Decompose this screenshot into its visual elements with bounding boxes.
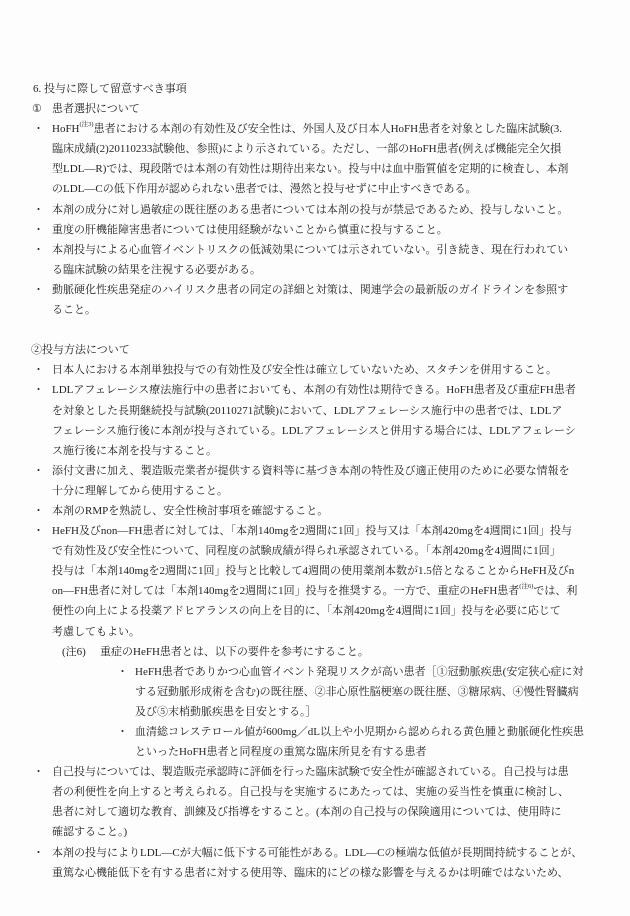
bullet-marker: ・ (33, 223, 44, 236)
subsection-heading (0, 340, 630, 360)
bullet-item (0, 380, 630, 460)
line-text: 血清総コレステロール値が600mg／dL以上や小児期から認められる黄色腫と動脈硬化性疾患 (135, 726, 585, 738)
text-line (0, 240, 630, 260)
text-line (0, 300, 630, 320)
bullet-marker: ・ (33, 846, 44, 859)
line-text: on―FH患者に対しては「本剤140mgを2週間に1回」投与を推奨する。一方で、重症のHeFH患者$^{(注6)}$では、利 (52, 583, 578, 598)
text-line (0, 401, 630, 421)
line-text: 患者に対して適切な教育、訓練及び指導をすること。(本剤の自己投与の保険適用については、使用時に (52, 806, 562, 819)
line-text: 重篤な心機能低下を有する患者に対する使用等、臨床的にどの様な影響を与えるかは明確ではないため、 (52, 866, 569, 879)
item-marker: ① (32, 103, 42, 116)
text-line (0, 762, 630, 782)
bullet-item (0, 220, 630, 240)
text-line (0, 441, 630, 461)
note-item (0, 642, 630, 662)
line-text: を対象とした長期継続投与試験(20110271試験)において、LDLアフェレーシス施行中の患者では、LDLア (52, 404, 563, 417)
text-line (0, 320, 630, 340)
bullet-marker: ・ (33, 243, 44, 256)
text-line (0, 280, 630, 300)
bullet-marker: ・ (33, 203, 44, 216)
text-line (0, 662, 630, 682)
line-text: 確認すること。) (52, 826, 128, 839)
bullet-item (0, 200, 630, 220)
sub-bullet-item (0, 662, 630, 722)
text-line (0, 622, 630, 642)
text-line (0, 139, 630, 159)
line-text: ること。 (52, 304, 96, 317)
text-line (0, 722, 630, 742)
line-text: 者の利便性を向上すると考えられる。自己投与を実施するにあたっては、実施の妥当性を慎重に検討し、 (52, 786, 569, 799)
bullet-item (0, 119, 630, 199)
text-line (0, 702, 630, 722)
line-text: 本剤のRMPを熟読し、安全性検討事項を確認すること。 (52, 504, 329, 517)
line-text: る臨床試験の結果を注視する必要がある。 (52, 263, 261, 276)
line-text: する冠動脈形成術を含む)の既往歴、②非心原性脳梗塞の既往歴、③糖尿病、④慢性腎臓病 (135, 685, 579, 698)
line-text: 本剤投与による心血管イベントリスクの低減効果については示されていない。引き続き、現在行われてい (52, 243, 569, 256)
footnote-ref: (注6) (519, 583, 534, 591)
line-text: HoFH$^{(注3)}$患者における本剤の有効性及び安全性は、外国人及び日本人HoFH患者を対象とした臨床試験(3. (52, 121, 563, 136)
text-line (0, 200, 630, 220)
bullet-marker: ・ (33, 766, 44, 779)
text-line (0, 642, 630, 662)
text-line (0, 461, 630, 481)
line-text: 型LDL―R)では、現段階では本剤の有効性は期待出来ない。投与中は血中脂質値を定期的に検査し、本剤 (52, 163, 569, 176)
text-line (0, 822, 630, 842)
line-text: 添付文書に加え、製造販売業者が提供する資料等に基づき本剤の特性及び適正使用のために必要な情報を (52, 464, 570, 477)
bullet-marker: ・ (33, 504, 44, 517)
line-text: 本剤の成分に対し過敏症の既往歴のある患者については本剤の投与が禁忌であるため、投与しないこと。 (52, 203, 569, 216)
text-line (0, 521, 630, 541)
line-text: 十分に理解してから使用すること。 (52, 484, 228, 497)
bullet-marker: ・ (33, 364, 44, 377)
footnote-ref: (注3) (79, 121, 94, 129)
text-line (0, 380, 630, 400)
bullet-marker: ・ (33, 525, 44, 538)
line-text: 投与は「本剤140mgを2週間に1回」投与と比較して4週間の使用薬剤本数が1.5倍となることからHeFH及びn (52, 565, 575, 578)
bullet-marker: ・ (33, 384, 44, 397)
bullet-marker: ・ (33, 464, 44, 477)
sub-bullet-item (0, 722, 630, 762)
line-text: 自己投与については、製造販売承認時に評価を行った臨床試験で安全性が確認されている。自己投与は患 (52, 766, 569, 779)
line-text: のLDL―Cの低下作用が認められない患者では、漫然と投与せずに中止すべきである。 (52, 183, 477, 196)
text-line (0, 220, 630, 240)
text-line (0, 742, 630, 762)
line-text: といったHoFH患者と同程度の重篤な臨床所見を有する患者 (135, 746, 427, 759)
item-marker: (注6) (62, 645, 86, 658)
text-line (0, 601, 630, 621)
line-text: LDLアフェレーシス療法施行中の患者においても、本剤の有効性は期待できる。HoFH患者及び重症FH患者 (52, 384, 576, 397)
text-line (0, 99, 630, 119)
line-text: HeFH患者でありかつ心血管イベント発現リスクが高い患者［①冠動脈疾患(安定狭心症に対 (135, 665, 584, 678)
subsection-heading (0, 99, 630, 119)
line-text: HeFH及びnon―FH患者に対しては、「本剤140mgを2週間に1回」投与又は「本剤420mgを4週間に1回」投与 (52, 525, 573, 538)
bullet-item (0, 280, 630, 320)
text-line (0, 421, 630, 441)
line-text: 日本人における本剤単独投与での有効性及び安全性は確立していないため、スタチンを併用すること。 (52, 364, 558, 377)
bullet-item (0, 501, 630, 521)
text-line (0, 843, 630, 863)
line-text: で有効性及び安全性について、同程度の試験成績が得られ承認されている。「本剤420mgを4週間に1回」 (52, 545, 561, 558)
section-title: 6. 投与に際して留意すべき事項 (33, 83, 187, 95)
line-text: 本剤の投与によりLDL―Cが大幅に低下する可能性がある。LDL―Cの極端な低値が長期間持続することが、 (52, 846, 583, 859)
bullet-marker: ・ (117, 726, 128, 738)
text-line (0, 802, 630, 822)
bullet-marker: ・ (33, 123, 44, 136)
text-line (0, 682, 630, 702)
text-line (0, 581, 630, 601)
line-text: ②投与方法について (31, 344, 130, 357)
bullet-item (0, 762, 630, 842)
bullet-item (0, 843, 630, 883)
line-text: 臨床成績(2)20110233試験他、参照)により示されている。ただし、一部のHoFH患者(例えば機能完全欠損 (52, 143, 562, 156)
bullet-item (0, 521, 630, 642)
bullet-item (0, 240, 630, 280)
line-text: フェレーシス施行後に本剤が投与されている。LDLアフェレーシスと併用する場合には、LDLアフェレーシ (52, 424, 576, 437)
line-text: 考慮してもよい。 (52, 625, 140, 638)
text-line (0, 179, 630, 199)
text-line (0, 541, 630, 561)
bullet-item (0, 360, 630, 380)
line-text: 患者選択について (52, 103, 140, 116)
bullet-item (0, 461, 630, 501)
text-line (0, 501, 630, 521)
line-text: 重度の肝機能障害患者については使用経験がないことから慎重に投与すること。 (52, 223, 448, 236)
line-text: 及び⑤末梢動脈疾患を目安とする。］ (135, 705, 317, 718)
text-line (0, 159, 630, 179)
document-page (0, 79, 630, 883)
text-line (0, 119, 630, 139)
text-line (0, 340, 630, 360)
bullet-marker: ・ (117, 665, 128, 678)
line-text: 便性の向上による投薬アドヒアランスの向上を目的に、「本剤420mgを4週間に1回」投与を必要に応じて (52, 605, 561, 618)
line-text: ス施行後に本剤を投与すること。 (52, 444, 217, 457)
text-line (0, 782, 630, 802)
line-text: 重症のHeFH患者とは、以下の要件を参考にすること。 (100, 645, 369, 658)
bullet-marker: ・ (33, 283, 44, 296)
text-line (0, 481, 630, 501)
text-line (0, 863, 630, 883)
line-text: 動脈硬化性疾患発症のハイリスク患者の同定の詳細と対策は、関連学会の最新版のガイドラインを参照す (52, 283, 569, 296)
text-line (0, 561, 630, 581)
blank-line (0, 320, 630, 340)
text-line (0, 360, 630, 380)
text-line (0, 260, 630, 280)
